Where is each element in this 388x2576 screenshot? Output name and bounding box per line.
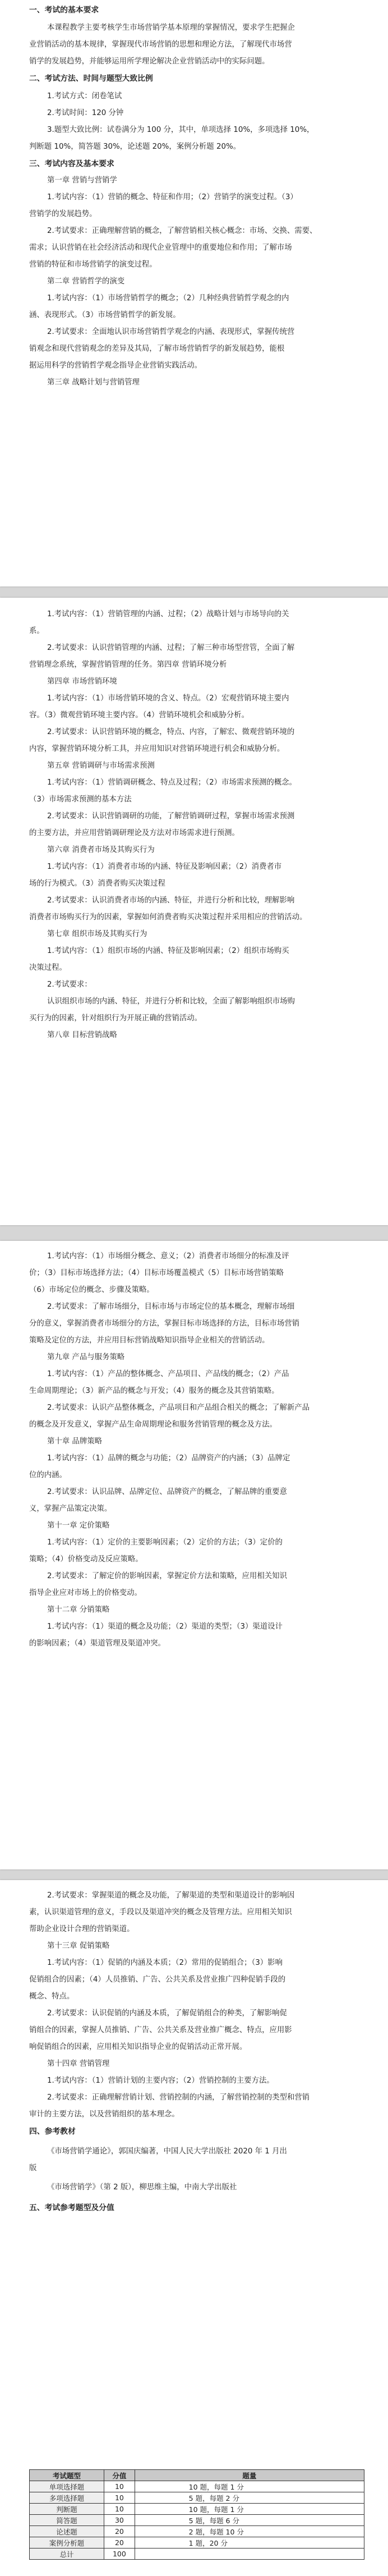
text-line: 2.考试要求：认识促销的内涵及本质，了解促销组合的种类，了解影响促 <box>47 2009 287 2018</box>
table-cell: 10 <box>104 2481 135 2492</box>
table-cell: 多项选择题 <box>30 2492 104 2504</box>
text-line: 第十一章 定价策略 <box>47 1521 110 1530</box>
table-header-cell: 考试题型 <box>30 2470 104 2481</box>
section-heading: 三、考试内容及基本要求 <box>29 159 114 168</box>
text-line: 版 <box>29 2164 37 2172</box>
text-line: 素，认识渠道管理的意义，手段以及渠道冲突的概念及管理方法。应用相关知识 <box>29 1908 292 1917</box>
text-line: 系。 <box>29 627 44 635</box>
table-cell: 判断题 <box>30 2504 104 2515</box>
table-cell: 10 <box>104 2492 135 2504</box>
text-line: 第十四章 营销管理 <box>47 2060 110 2068</box>
text-line: 第四章 市场营销环境 <box>47 677 117 686</box>
text-line: 2.考试要求：认识营销管理的内涵、过程；了解三种市场型营管，全面了解 <box>47 644 295 652</box>
text-line: 2.考试要求：掌握渠道的概念及功能，了解渠道的类型和渠道设计的影响因 <box>47 1891 295 1900</box>
text-line: 营销理念系统，掌握营销管理的任务。第四章 营销环境分析 <box>29 661 227 669</box>
text-line: 涵、表现形式。（3）市场营销哲学的新发展。 <box>29 311 181 319</box>
text-line: 内容，掌握营销环境分析工具，并应用知识对营销环境进行机会和威胁分析。 <box>29 745 285 753</box>
section-heading: 一、考试的基本要求 <box>29 6 99 15</box>
table-cell: 总计 <box>30 2549 104 2560</box>
text-line: 判断题 10%，简答题 30%，论述题 20%，案例分析题 20%。 <box>29 143 241 151</box>
text-line: 的概念及开发意义，掌握产品生命周期理论和服务营销管理的概念及方法。 <box>29 1420 277 1429</box>
table-cell: 100 <box>104 2549 135 2560</box>
table-row <box>30 2481 364 2492</box>
text-line: 2.考试要求：认识产品整体概念，产品项目和产品组合相关的概念；了解新产品 <box>47 1404 310 1412</box>
table-row <box>30 2549 364 2560</box>
text-line: 1.考试内容：（1）市场营销环境的含义、特点。（2）宏观营销环境主要内 <box>47 694 289 703</box>
text-line: 1.考试内容：（1）市场细分概念、意义；（2）消费者市场细分的标准及评 <box>47 1252 289 1261</box>
text-line: 需求；认识营销在社会经济活动和现代企业管理中的重要地位和作用；了解市场 <box>29 244 292 252</box>
text-line: 第十三章 促销策略 <box>47 1942 110 1950</box>
text-line: 销学的发展趋势，并能够运用所学理论解决企业营销活动中的实际问题。 <box>29 57 270 66</box>
text-line: 义，掌握产品策定决策。 <box>29 1505 112 1513</box>
table-row <box>30 2492 364 2504</box>
text-line: 价；（3）目标市场选择方法；（4）目标市场覆盖模式（5）目标市场营销策略 <box>29 1269 284 1277</box>
text-line: 本课程教学主要考核学生市场营销学基本原理的掌握情况，要求学生把握企 <box>47 24 295 32</box>
text-line: 策略及定位的方法，并应用目标营销战略知识指导企业相关的营销活动。 <box>29 1336 270 1345</box>
table-header-cell: 分值 <box>104 2470 135 2481</box>
text-line: 容。（3）微观营销环境主要内容。（4）营销环境机会和威胁分析。 <box>29 711 249 719</box>
text-line: 1.考试内容：（1）市场营销哲学的概念；（2）几种经典营销哲学观念的内 <box>47 294 289 302</box>
text-line: 的影响因素；（4）渠道管理及渠道冲突。 <box>29 1639 165 1648</box>
text-line: 1.考试内容：（1）营销计划的主要内容；（2）营销控制的主要方法。 <box>47 2077 274 2085</box>
text-line: 位的内涵。 <box>29 1471 67 1479</box>
table-cell: 5 题，每题 6 分 <box>135 2515 364 2526</box>
text-line: 审计的主要方法，以及营销组织的基本理念。 <box>29 2110 179 2119</box>
table-header-cell: 题量 <box>135 2470 364 2481</box>
text-line: 1.考试内容：（1）营销调研概念、特点及过程；（2）市场需求预测的概念。 <box>47 778 297 787</box>
table-row <box>30 2526 364 2537</box>
table-cell: 20 <box>104 2537 135 2549</box>
document-page-4 <box>0 1880 388 2576</box>
text-line: 2.考试要求：认识营销调研的功能，了解营销调研过程，掌握市场需求预测 <box>47 812 295 821</box>
text-line: 买行为的因素，针对组织行为开展正确的营销活动。 <box>29 1014 202 1023</box>
table-cell: 单项选择题 <box>30 2481 104 2492</box>
text-line: 2.考试要求：正确理解营销的概念，了解营销相关核心概念：市场、交换、需要、 <box>47 227 317 235</box>
table-cell: 30 <box>104 2515 135 2526</box>
document-page-2 <box>0 598 388 1225</box>
text-line: 1.考试方式：闭卷笔试 <box>47 92 122 100</box>
text-line: 3.题型大致比例：试卷满分为 100 分，其中，单项选择 10%，多项选择 10%， <box>47 126 315 134</box>
text-line: 2.考试要求：认识品牌、品牌定位、品牌资产的概念，了解品牌的重要意 <box>47 1488 287 1496</box>
text-line: 1.考试内容：（1）营销的概念、特征和作用；（2）营销学的演变过程。（3） <box>47 193 298 201</box>
table-row <box>30 2515 364 2526</box>
text-line: （3）市场需求预测的基本方法 <box>29 795 132 804</box>
section-heading: 五、考试参考题型及分值 <box>29 2203 114 2212</box>
text-line: 2.考试要求：正确理解营销计划、营销控制的内涵，了解营销控制的类型和营销 <box>47 2093 310 2102</box>
text-line: 指导企业应对市场上的价格变动。 <box>29 1589 142 1597</box>
text-line: 《市场营销学》（第 2 版），柳思维主编，中南大学出版社 <box>47 2183 237 2192</box>
exam-score-table <box>29 2469 364 2560</box>
text-line: 促销组合的因素；（4）人员推销、广告、公共关系及营业推广四种促销手段的 <box>29 1975 286 1984</box>
text-line: 帮助企业设计合理的营销渠道。 <box>29 1925 135 1933</box>
text-line: 场的行为模式。（3）消费者购买决策过程 <box>29 879 165 888</box>
text-line: 1.考试内容：（1）促销的内涵及本质；（2）常用的促销组合；（3）影响 <box>47 1959 283 1967</box>
text-line: 2.考试要求：了解定价的影响因素，掌握定价方法和策略，应用相关知识 <box>47 1572 287 1580</box>
text-line: 销组合的因素，掌握人员推销、广告、公共关系及营业推广概念、特点，应用影 <box>29 2026 292 2034</box>
table-header-row <box>30 2470 364 2481</box>
text-line: 1.考试内容：（1）组织市场的内涵、特征及影响因素；（2）组织市场购买 <box>47 947 289 955</box>
text-line: 分的意义，掌握消费者市场细分的方法，掌握目标市场选择的方法，目标市场营销 <box>29 1319 300 1328</box>
section-heading: 二、考试方法、时间与题型大致比例 <box>29 74 153 83</box>
text-line: 生命周期理论；（3）新产品的概念与开发；（4）服务的概念及其营销策略。 <box>29 1387 279 1395</box>
text-line: 2.考试时间：120 分钟 <box>47 109 124 117</box>
text-line: 1.考试内容：（1）渠道的概念及功能；（2）渠道的类型；（3）渠道设计 <box>47 1622 283 1631</box>
text-line: 《市场营销学通论》，郭国庆编著，中国人民大学出版社 2020 年 1 月出 <box>47 2147 287 2156</box>
text-line: 策略；（4）价格变动及反应策略。 <box>29 1555 143 1564</box>
text-line: 2.考试要求：认识营销环境的概念，特点、内容，了解宏、微观营销环境的 <box>47 728 295 736</box>
text-line: 营销的特征和市场营销学的演变过程。 <box>29 260 157 269</box>
text-line: 1.考试内容：（1）产品的整体概念、产品项目、产品线的概念；（2）产品 <box>47 1370 289 1378</box>
table-cell: 案例分析题 <box>30 2537 104 2549</box>
section-heading: 四、参考教材 <box>29 2127 76 2136</box>
text-line: 2.考试要求：全面地认识市场营销哲学观念的内涵、表现形式，掌握传统营 <box>47 328 295 336</box>
text-line: 响促销组合的因素，应用相关知识指导企业的促销活动正常开展。 <box>29 2043 247 2051</box>
text-line: 2.考试要求： <box>47 980 92 989</box>
text-line: 决策过程。 <box>29 964 67 972</box>
text-line: 第十章 品牌策略 <box>47 1437 102 1446</box>
text-line: 第二章 营销哲学的演变 <box>47 277 125 286</box>
text-line: 据运用科学的营销哲学观念指导企业营销实践活动。 <box>29 361 202 370</box>
text-line: 概念、特点。 <box>29 1992 75 2001</box>
table-cell: 简答题 <box>30 2515 104 2526</box>
document-page-3 <box>0 1241 388 1869</box>
text-line: 1.考试内容：（1）品牌的概念与功能；（2）品牌资产的内涵；（3）品牌定 <box>47 1454 290 1463</box>
text-line: 认识组织市场的内涵、特征，并进行分析和比较，全面了解影响组织市场购 <box>47 997 295 1006</box>
text-line: 第十二章 分销策略 <box>47 1606 110 1614</box>
text-line: 2.考试要求：了解市场细分，目标市场与市场定位的基本概念，理解市场细 <box>47 1303 295 1311</box>
text-line: 消费者市场购买行为的因素，掌握如何消费者购买决策过程并采用相应的营销活动。 <box>29 913 307 922</box>
table-cell: 5 题，每题 2 分 <box>135 2492 364 2504</box>
table-cell <box>135 2549 364 2560</box>
table-cell: 20 <box>104 2526 135 2537</box>
table-cell: 1 题，20 分 <box>135 2537 364 2549</box>
text-line: 业营销活动的基本规律，掌握现代市场营销的思想和理论方法，了解现代市场营 <box>29 40 292 49</box>
text-line: 1.考试内容：（1）营销管理的内涵、过程；（2）战略计划与市场导向的关 <box>47 610 289 618</box>
table-cell: 论述题 <box>30 2526 104 2537</box>
text-line: 第八章 目标营销战略 <box>47 1031 117 1039</box>
table-cell: 10 题，每题 1 分 <box>135 2504 364 2515</box>
table-row <box>30 2504 364 2515</box>
text-line: 第七章 组织市场及其购买行为 <box>47 930 147 938</box>
text-line: 营销学的发展趋势。 <box>29 210 97 218</box>
text-line: 第三章 战略计划与营销管理 <box>47 378 140 387</box>
text-line: 2.考试要求：认识消费者市场的内涵、特征，并进行分析和比较，理解影响 <box>47 896 295 905</box>
document-page-1 <box>0 0 388 586</box>
text-line: 的主要方法，并应用营销调研理论及方法对市场需求进行预测。 <box>29 829 239 837</box>
text-line: 第一章 营销与营销学 <box>47 176 117 185</box>
table-row <box>30 2537 364 2549</box>
text-line: （6）市场定位的概念、步骤及策略。 <box>29 1286 154 1294</box>
table-cell: 10 题，每题 1 分 <box>135 2481 364 2492</box>
text-line: 第六章 消费者市场及其购买行为 <box>47 846 155 854</box>
table-cell: 2 题，每题 10 分 <box>135 2526 364 2537</box>
text-line: 1.考试内容：（1）定价的主要影响因素；（2）定价的方法；（3）定价的 <box>47 1538 283 1547</box>
text-line: 1.考试内容：（1）消费者市场的内涵、特征及影响因素；（2）消费者市 <box>47 863 282 871</box>
text-line: 第九章 产品与服务策略 <box>47 1353 125 1362</box>
text-line: 第五章 营销调研与市场需求预测 <box>47 762 155 770</box>
table-cell: 10 <box>104 2504 135 2515</box>
text-line: 销观念和现代营销观念的差异及其局，了解市场营销哲学的新发展趋势，能根 <box>29 345 285 353</box>
